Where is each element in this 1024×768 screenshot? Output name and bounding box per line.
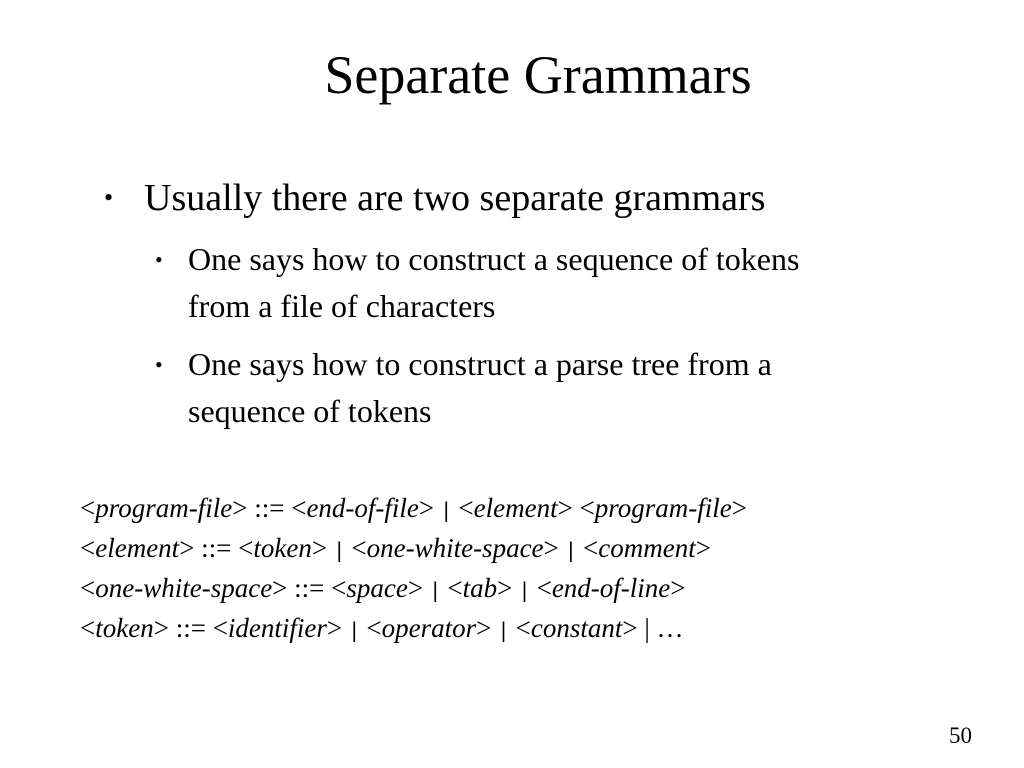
nonterminal: program-file [594,493,732,523]
sub-bullet-line: One says how to construct a sequence of tokens [188,241,800,277]
alternative-bar: | [431,578,439,602]
nonterminal: token [95,613,154,643]
alternative-bar: | [500,618,507,642]
grammar-rule [80,528,747,568]
angle-close: > [153,613,169,643]
angle-open: < [583,533,599,563]
angle-close: > [232,493,248,523]
nonterminal: one-white-space [95,573,273,603]
angle-open: < [351,533,367,563]
angle-open: < [80,493,96,523]
grammar-rule [80,488,747,528]
angle-close: > [179,533,195,563]
sub-bullet-line: One says how to construct a parse tree from a [188,346,772,382]
angle-open: < [458,493,474,523]
angle-close: > [311,533,328,563]
angle-open: < [536,573,552,603]
sub-bullet-line: from a file of characters [188,288,496,324]
alternative-bar: | [442,498,450,522]
nonterminal: end-of-file [306,493,419,523]
angle-close: > [497,573,513,603]
sub-bullet-text [188,341,772,435]
nonterminal: end-of-line [551,573,671,603]
alternative-bar: | [335,538,343,562]
bullet-icon: • [155,247,163,272]
assign-operator: ::= [294,573,325,603]
angle-open: < [579,493,595,523]
assign-operator: ::= [201,533,232,563]
angle-open: < [331,573,347,603]
angle-close: > [407,573,424,603]
assign-operator: ::= [175,613,206,643]
nonterminal: tab [462,573,498,603]
bullet-text: Usually there are two separate grammars [144,177,766,219]
angle-open: < [366,613,382,643]
nonterminal: token [253,533,312,563]
angle-close: > [326,613,343,643]
assign-operator: ::= [254,493,285,523]
angle-open: < [291,493,307,523]
angle-close: > [731,493,748,523]
angle-open: < [447,573,463,603]
ellipsis: | … [644,613,684,643]
angle-close: > [272,573,288,603]
nonterminal: space [346,573,408,603]
nonterminal: element [95,533,180,563]
alternative-bar: | [350,618,358,642]
angle-open: < [80,613,96,643]
angle-open: < [80,573,96,603]
angle-close: > [670,573,686,603]
grammar-block [80,488,747,648]
angle-close: > [543,533,559,563]
angle-close: > [418,493,435,523]
angle-open: < [238,533,254,563]
angle-close: > [476,613,492,643]
nonterminal: identifier [227,613,327,643]
bullet-icon: • [104,183,114,212]
sub-bullet-text [188,236,799,330]
nonterminal: comment [598,533,696,563]
alternative-bar: | [521,578,528,602]
angle-open: < [80,533,96,563]
nonterminal: constant [530,613,623,643]
angle-close: > [622,613,638,643]
angle-open: < [212,613,228,643]
angle-open: < [515,613,531,643]
nonterminal: one-white-space [366,533,544,563]
grammar-rule [80,568,747,608]
grammar-rule [80,608,747,648]
nonterminal: program-file [95,493,233,523]
sub-bullet-line: sequence of tokens [188,393,432,429]
alternative-bar: | [567,538,575,562]
nonterminal: operator [381,613,477,643]
angle-close: > [557,493,573,523]
bullet-icon: • [155,352,163,377]
slide-title: Separate Grammars [324,45,752,105]
nonterminal: element [473,493,558,523]
angle-close: > [695,533,711,563]
page-number: 50 [949,723,972,748]
